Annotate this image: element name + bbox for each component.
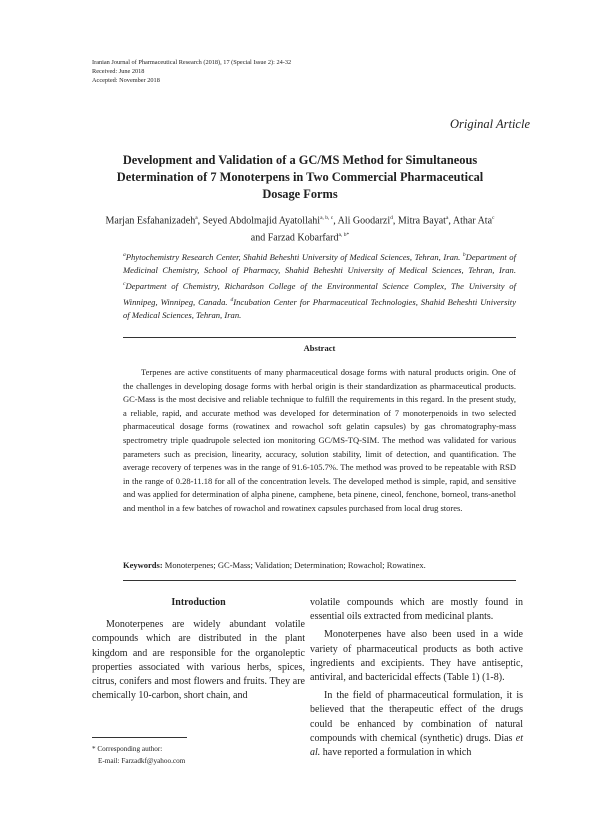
paper-title — [80, 152, 520, 203]
corresponding-email: E-mail: Farzadkf@yahoo.com — [98, 757, 186, 765]
author-sep: , — [448, 215, 453, 227]
author-affil-mark: c — [492, 215, 495, 221]
author-sep: , — [197, 215, 203, 227]
author-affil-mark: a, b* — [338, 232, 350, 239]
author-name: and Farzad Kobarfard — [250, 232, 339, 244]
footnote — [92, 743, 185, 767]
paragraph: Monoterpenes have also been used in a wide variety of pharmaceutical products as both active ingredients and excipients. They have antiseptic, antiviral, and bactericidal effects (Table 1) (1-8). — [310, 629, 523, 684]
author-affil-mark: a — [445, 215, 449, 221]
introduction-heading: Introduction — [171, 597, 226, 608]
title-line: Development and Validation of a GC/MS Method for Simultaneous — [122, 153, 478, 167]
affiliations — [123, 249, 516, 323]
title-line: Determination of 7 Monoterpens in Two Commercial Pharmaceutical — [116, 170, 484, 184]
abstract-text: Terpenes are active constituents of many pharmaceutical dosage forms with natural products origin. One of the challenges in developing dosage forms with herbal origin is their standardization as pharmaceutical products. GC-Mass is the most decisive and reliable technique to fulfill the requirements in this regard. In the present study, a reliable, rapid, and accurate method was developed for determination of 7 monoterpenoids in two selected pharmaceutical dosage forms (rowatinex and rowachol soft gelatin capsules) by gas chromatography-mass spectrometry triple quadrupole selected ion monitoring GC/MS-TQ-SIM. The method was validated for various parameters such as precision, linearity, accuracy, solution stability, limit of detection, and quantification. The average recovery of terpenes was in the range of 91.6-105.7%. The method was proved to be repeatable with RSD in the range of 0.28-11.18 for all of the concentration levels. The developed method is simple, rapid, and sensitive and was applied for determination of alpha pinene, camphene, beta pinene, cineol, fenchone, borneol, trans-anethol and menthol in a few batches of rowachol and rowatinex capsules purchased from local drug stores. — [123, 367, 516, 513]
author-name: Mitra Bayat — [397, 215, 446, 227]
affil-mark: d — [230, 296, 234, 303]
author-affil-mark: a — [195, 215, 198, 221]
author-affil-mark: a, b, c — [320, 215, 334, 221]
author-name: Marjan Esfahanizadeh — [105, 215, 196, 227]
affil-mark: b — [462, 252, 466, 258]
column-left — [92, 596, 305, 707]
abstract-heading: Abstract — [303, 343, 336, 353]
affiliation: Department of Chemistry, Richardson College of the Environmental Science Complex, The University of Winnipeg, Winnipeg, Canada. — [123, 280, 516, 307]
affiliation: Phytochemistry Research Center, Shahid Beheshti University of Medical Sciences, Tehran, Iran. — [125, 251, 463, 262]
paragraph: Monoterpenes are widely abundant volatile compounds which are distributed in the plant kingdom and are responsible for the organoleptic properties associated with various herbs, spices, citrus, conifers and most flowers and fruits. They are chemically 10-carbon, short chain, and — [92, 619, 305, 702]
keywords — [123, 560, 516, 570]
article-type: Original Article — [450, 117, 530, 131]
author-name: Seyed Abdolmajid Ayatollahi — [202, 215, 321, 227]
journal-citation: Iranian Journal of Pharmaceutical Research (2018), 17 (Special Issue 2): 24-32 — [92, 59, 292, 66]
paragraph — [310, 689, 523, 760]
title-line: Dosage Forms — [262, 187, 338, 201]
abstract-top-rule — [123, 337, 516, 338]
journal-meta — [92, 58, 291, 85]
author-list — [84, 211, 516, 246]
accepted-date: Accepted: November 2018 — [92, 77, 160, 84]
author-sep: , — [392, 215, 398, 227]
keywords-label: Keywords: — [123, 560, 163, 570]
received-date: Received: June 2018 — [92, 68, 145, 75]
affiliation: Department of Medicinal Chemistry, School of Pharmacy, Shahid Beheshti University of Medical Sciences, Tehran, Iran. — [123, 251, 516, 276]
paragraph: volatile compounds which are mostly found in essential oils extracted from medicinal plants. — [310, 597, 523, 623]
affil-mark: a — [123, 252, 126, 258]
keywords-bottom-rule — [123, 580, 516, 581]
keywords-text: Monoterpenes; GC-Mass; Validation; Determination; Rowachol; Rowatinex. — [162, 560, 426, 570]
author-name: Ali Goodarzi — [337, 215, 391, 227]
author-affil-mark: d — [390, 215, 393, 221]
corresponding-author-label: * Corresponding author: — [92, 745, 163, 753]
column-right — [310, 596, 523, 764]
paragraph-text: have reported a formulation in which — [320, 747, 472, 759]
paragraph-text: In the field of pharmaceutical formulation, it is believed that the therapeutic effect of the drugs could be enhanced by combination of natural compounds with chemical (synthetic) drugs. Dias — [310, 690, 523, 744]
footnote-rule — [92, 737, 187, 738]
affiliation: Incubation Center for Pharmaceutical Technologies, Shahid Beheshti University of Medical Sciences, Tehran, Iran. — [123, 296, 517, 320]
paragraph-emphasis: et al. — [310, 732, 523, 759]
affil-mark: c — [123, 281, 126, 288]
author-sep: , — [333, 215, 338, 227]
author-name: Athar Ata — [452, 215, 493, 227]
